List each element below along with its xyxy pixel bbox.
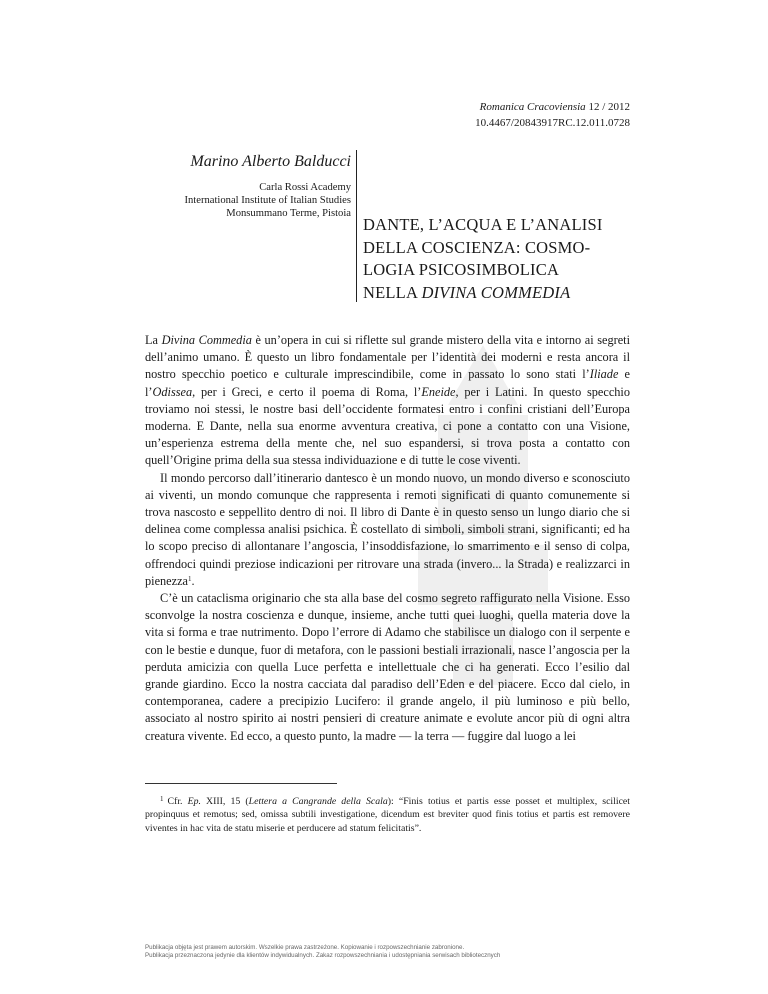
text-run: La xyxy=(145,333,162,347)
paragraph-1 xyxy=(145,332,630,470)
italic-run: Iliade xyxy=(589,367,619,382)
text-run: e l’ xyxy=(145,367,630,399)
legal-line: Publikacja objęta jest prawem autorskim. Wszelkie prawa zastrzeżone. Kopiowanie i rozpowszechnianie zabronione. xyxy=(145,944,465,951)
article-body xyxy=(145,332,630,745)
journal-issue: 12 / 2012 xyxy=(588,101,630,113)
text-run: è un’opera in cui si riflette sul grande mistero della vita e intorno ai segreti dell’animo umano. È questo un libro fondamentale per l’identità dei moderni e resta ancora il nostro specchio poetico e culturale imprescindibile, come in passato lo sono stati l’ xyxy=(145,333,631,382)
text-run: . xyxy=(191,573,195,588)
paragraph-3: C’è un cataclisma originario che sta alla base del cosmo segreto raffigurato nella Visione. Esso sconvolge la nostra coscienza e dunque, insieme, anche tutti quei luoghi, quella materia dove la vita si forma e trae nutrimento. Dopo l’errore di Adamo che stabilisce un dialogo con il serpente e con le bestie e dunque, fuor di metafora, con le passioni bestiali irrazionali, nasce l’angoscia per la perduta amicizia con quella Luce perfetta e intellettuale che ci ha generati. Ecco l’esilio dal grande giardino. Ecco la nostra cacciata dal paradiso dell’Eden e del piacere. Ecco dal cielo, in contemporanea, cadere a precipizio Lucifero: il grande angelo, il più luminoso e più bello, associato al nostro spirito ai nostri pensieri di creature animate e evolute ancor più di ogni altra creatura vivente. Ed ecco, a questo punto, la madre — la terra — fuggire dal luogo a lei xyxy=(145,591,630,743)
italic-run: Eneide xyxy=(421,384,456,399)
affiliation-line: International Institute of Italian Studies xyxy=(184,195,351,206)
title-italic: DIVINA COMMEDIA xyxy=(421,282,571,302)
journal-doi: 10.4467/20843917RC.12.011.0728 xyxy=(475,117,630,129)
author-block xyxy=(91,152,351,220)
italic-run: Divina Commedia xyxy=(161,333,252,347)
text-run: , per i Greci, e certo il poema di Roma, l’ xyxy=(192,384,422,399)
footnote xyxy=(145,795,630,835)
vertical-divider xyxy=(356,150,357,302)
footnote-rule xyxy=(145,783,337,784)
text-run: ): “Finis totius et partis esse posset et multiplex, scilicet propinquus et remotus; sed, omissa subtili investigatione, dicendum est breviter quod finis totius et partis est removere viventes in hac vita de statu miserie et perducere ad statum felicitatis”. xyxy=(145,796,631,834)
title-line: DELLA COSCIENZA: COSMO- xyxy=(363,237,591,257)
paragraph-2 xyxy=(145,470,630,590)
legal-line: Publikacja przeznaczona jedynie dla klientów indywidualnych. Zakaz rozpowszechniania i udostępniania serwisach bibliotecznych xyxy=(145,952,501,959)
title-line: LOGIA PSICOSIMBOLICA xyxy=(363,260,560,280)
italic-run: Lettera a Cangrande della Scala xyxy=(248,796,388,807)
article-title xyxy=(363,214,643,304)
text-run: Il mondo percorso dall’itinerario dantesco è un mondo nuovo, un mondo diverso e sconosciuto ai viventi, un mondo comunque che rappresenta i remoti significati di quanto comunemente si trova nascosto e seppellito dentro di noi. Il libro di Dante è in questo senso un lungo diario che si delinea come complessa analisi psichica. È costellato di simboli, simboli strani, significanti; ed ha lo scopo preciso di allontanare l’angoscia, l’insoddisfazione, lo smarrimento e il senso di colpa, offrendoci quindi preziose indicazioni per ritrovare una strada (invero... la Strada) e realizzarci in pienezza xyxy=(145,470,630,588)
italic-run: Ep. xyxy=(187,796,201,807)
text-run: , per i Latini. In questo specchio troviamo noi stessi, le nostre basi dell’occidente formatesi entro i confini cristiani dell’Europa moderna. E Dante, nella sua enorme avventura creativa, ci pone a contatto con una Visione, un’esperienza estrema della mente che, nel suo espandersi, si trova posta a contatto con quell’Origine prima della sua stessa individuazione e di tutte le cose viventi. xyxy=(145,384,631,468)
title-line: DANTE, L’ACQUA E L’ANALISI xyxy=(363,215,603,234)
italic-run: Odissea xyxy=(152,384,193,399)
affiliation-line: Carla Rossi Academy xyxy=(259,182,351,193)
author-name: Marino Alberto Balducci xyxy=(190,153,351,170)
footnote-ref[interactable]: 1 xyxy=(188,574,192,583)
footnote-number: 1 xyxy=(160,795,164,803)
journal-header xyxy=(475,99,630,131)
legal-notice xyxy=(145,944,500,960)
affiliation-line: Monsummano Terme, Pistoia xyxy=(226,208,351,219)
journal-name: Romanica Cracoviensia xyxy=(479,101,586,113)
title-prefix: NELLA xyxy=(363,282,422,302)
title-line xyxy=(363,282,643,305)
journal-line-1 xyxy=(475,99,630,115)
text-run: XIII, 15 ( xyxy=(200,796,249,807)
text-run: Cfr. xyxy=(167,796,188,807)
